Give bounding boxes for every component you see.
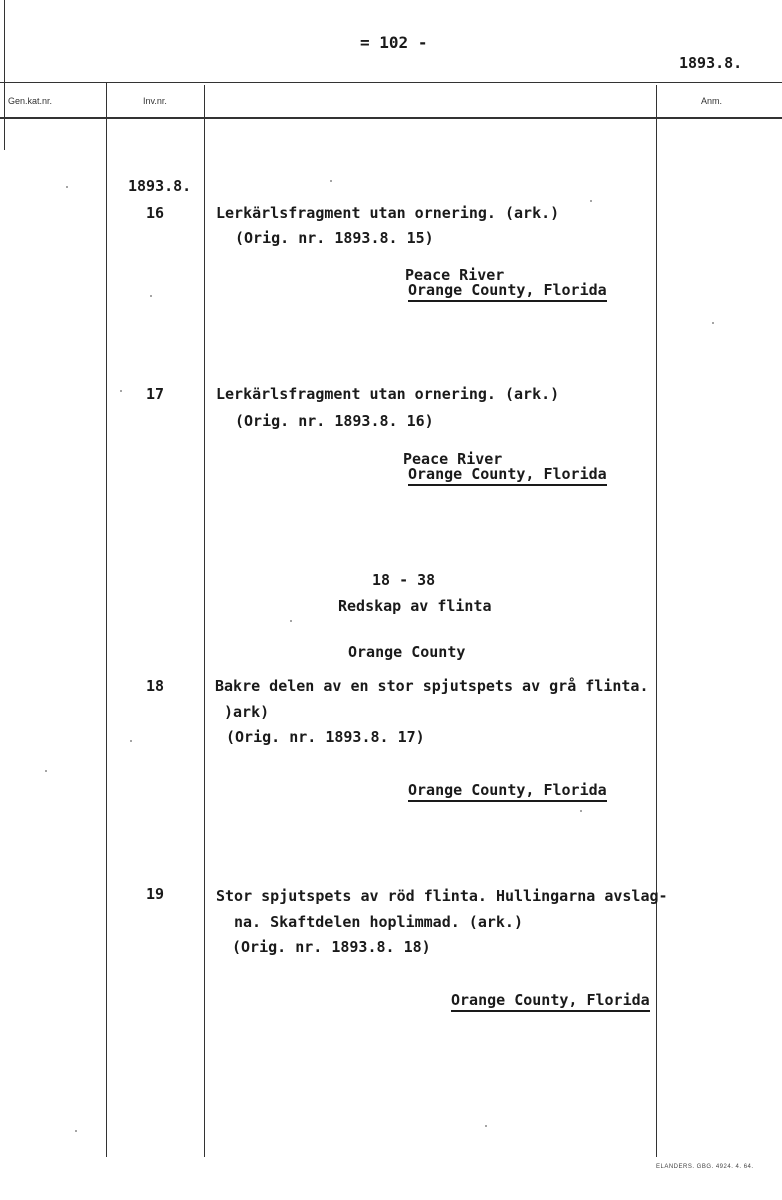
group-label: 1893.8.	[128, 177, 192, 195]
entry-16-region: Orange County, Florida	[408, 281, 607, 302]
entry-18-orig-nr: (Orig. nr. 1893.8. 17)	[226, 728, 425, 746]
entry-16-place: Peace River	[405, 266, 505, 284]
entry-17-region: Orange County, Florida	[408, 465, 607, 486]
entry-19-inv: 19	[146, 885, 165, 903]
printer-mark: ELANDERS. GBG. 4924. 4. 64.	[656, 1164, 754, 1170]
column-inv-nr: Inv.nr.	[143, 96, 167, 106]
entry-19-region: Orange County, Florida	[451, 991, 650, 1012]
entry-19-description-cont: na. Skaftdelen hoplimmad. (ark.)	[234, 913, 523, 931]
entry-16-inv: 16	[146, 204, 165, 222]
column-anm: Anm.	[701, 96, 723, 106]
scan-speck	[580, 810, 582, 812]
scan-speck	[130, 740, 132, 742]
scan-speck	[66, 186, 68, 188]
entry-16-description: Lerkärlsfragment utan ornering. (ark.)	[216, 204, 560, 222]
page-dash-right: -	[417, 33, 428, 52]
entry-17-inv: 17	[146, 385, 165, 403]
scan-speck	[75, 1130, 77, 1132]
header-bottom-rule	[0, 117, 782, 119]
section-title: Redskap av flinta	[338, 597, 492, 615]
scan-speck	[712, 322, 714, 324]
entry-17-orig-nr: (Orig. nr. 1893.8. 16)	[235, 412, 434, 430]
inv-column-rule	[204, 85, 205, 1157]
header-top-rule	[0, 82, 782, 83]
scan-speck	[45, 770, 47, 772]
entry-18-classification: )ark)	[224, 703, 270, 721]
page-number: 102	[379, 33, 409, 52]
catalog-reference: 1893.8.	[679, 54, 743, 72]
column-gen-kat-nr: Gen.kat.nr.	[8, 96, 53, 106]
anm-column-rule	[656, 85, 657, 1157]
page-number-row	[360, 34, 427, 52]
left-border-rule	[4, 0, 5, 150]
page-dash-left: =	[360, 33, 370, 52]
section-range: 18 - 38	[372, 571, 436, 589]
section-region: Orange County	[348, 643, 466, 661]
entry-18-description: Bakre delen av en stor spjutspets av grå flinta.	[215, 677, 649, 695]
scan-speck	[290, 620, 292, 622]
scan-speck	[150, 295, 152, 297]
scan-speck	[485, 1125, 487, 1127]
entry-17-place: Peace River	[403, 450, 503, 468]
entry-19-orig-nr: (Orig. nr. 1893.8. 18)	[232, 938, 431, 956]
entry-18-region: Orange County, Florida	[408, 781, 607, 802]
entry-19-description: Stor spjutspets av röd flinta. Hullingarna avslag-	[216, 887, 668, 905]
scan-speck	[590, 200, 592, 202]
gen-kat-column-rule	[106, 82, 107, 1157]
entry-16-orig-nr: (Orig. nr. 1893.8. 15)	[235, 229, 434, 247]
entry-17-description: Lerkärlsfragment utan ornering. (ark.)	[216, 385, 560, 403]
scan-speck	[330, 180, 332, 182]
scan-speck	[120, 390, 122, 392]
entry-18-inv: 18	[146, 677, 165, 695]
